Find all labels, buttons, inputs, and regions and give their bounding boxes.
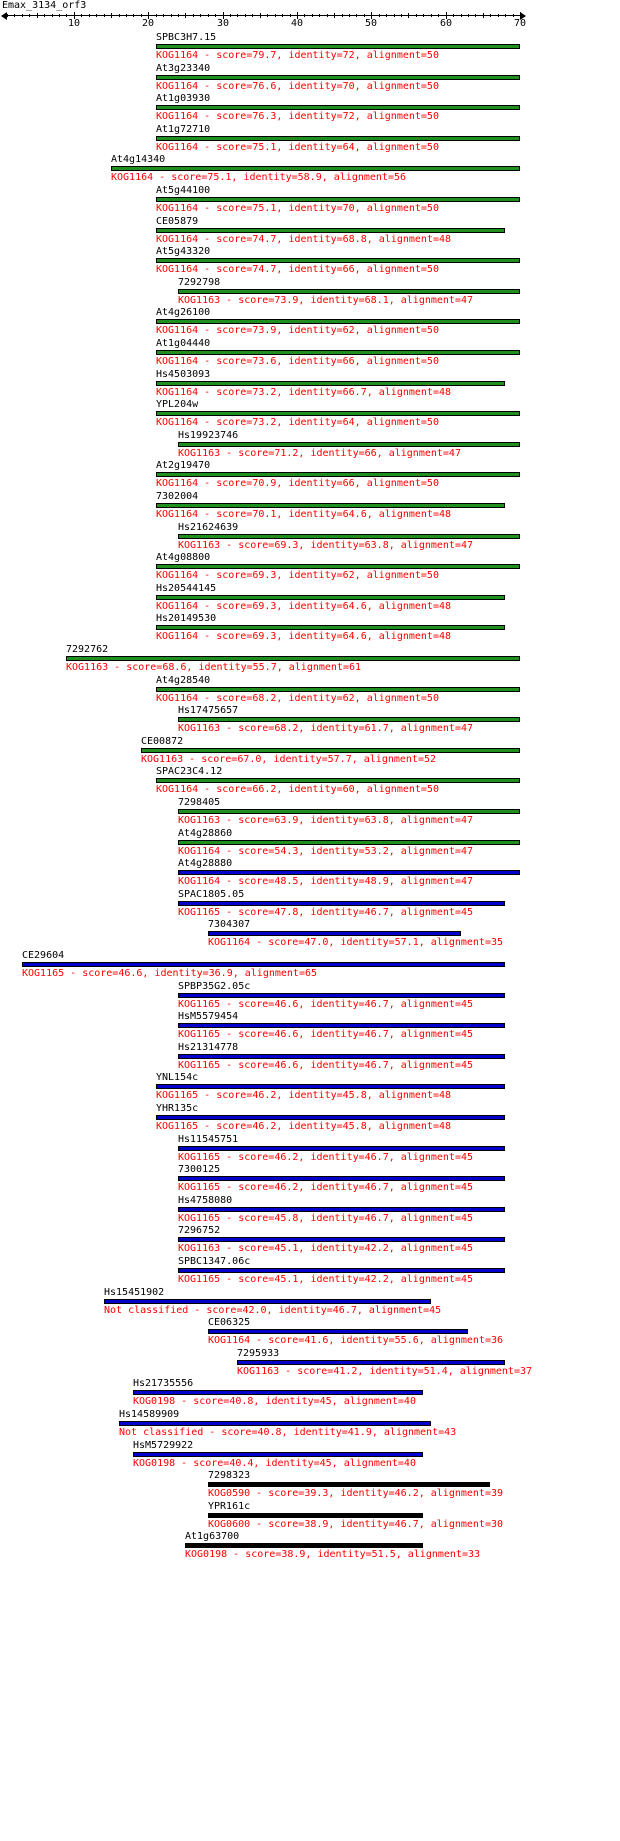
hit-name: At4g08800	[156, 552, 211, 563]
axis-tick	[401, 14, 402, 17]
hit-bar	[156, 625, 505, 630]
axis-tick	[111, 13, 112, 18]
axis-tick	[453, 14, 454, 17]
axis-tick	[438, 14, 439, 17]
axis-tick-label: 60	[439, 18, 453, 29]
hit-bar	[178, 809, 520, 814]
hit-bar	[178, 1207, 505, 1212]
hit-name: At1g72710	[156, 124, 211, 135]
hit-bar	[156, 381, 505, 386]
axis-tick	[200, 14, 201, 17]
hit-bar	[178, 1176, 505, 1181]
hit-name: At2g19470	[156, 460, 211, 471]
axis-tick	[379, 14, 380, 17]
axis-tick	[44, 14, 45, 17]
hit-bar	[111, 166, 520, 171]
axis-tick	[81, 14, 82, 17]
axis-tick	[364, 14, 365, 17]
axis-tick-label: 40	[290, 18, 304, 29]
axis-tick	[394, 14, 395, 17]
hit-description: KOG1164 - score=73.2, identity=64, alignment=50	[156, 417, 439, 428]
hit-name: At5g44100	[156, 185, 211, 196]
hit-bar	[156, 687, 520, 692]
hit-description: KOG1163 - score=71.2, identity=66, alignment=47	[178, 448, 461, 459]
hit-name: At4g26100	[156, 307, 211, 318]
hit-description: KOG1164 - score=47.0, identity=57.1, alignment=35	[208, 937, 504, 948]
hit-name: At5g43320	[156, 246, 211, 257]
axis-tick	[171, 14, 172, 17]
hit-bar	[178, 1268, 505, 1273]
hit-description: KOG1164 - score=75.1, identity=70, alignment=50	[156, 203, 439, 214]
hit-name: 7304307	[208, 919, 251, 930]
axis-tick	[215, 14, 216, 17]
hit-description: KOG1165 - score=46.2, identity=45.8, alignment=48	[156, 1090, 452, 1101]
axis-tick	[490, 14, 491, 17]
hit-name: Hs21314778	[178, 1042, 239, 1053]
hit-name: 7298405	[178, 797, 221, 808]
hit-bar	[178, 717, 520, 722]
axis-tick	[327, 14, 328, 17]
axis-tick	[408, 13, 409, 18]
hit-name: Hs21624639	[178, 522, 239, 533]
hit-bar	[156, 1084, 505, 1089]
axis-tick	[133, 14, 134, 17]
hit-bar	[66, 656, 520, 661]
hit-name: At4g28540	[156, 675, 211, 686]
axis-tick	[319, 14, 320, 17]
hit-bar	[133, 1390, 423, 1395]
axis-tick	[156, 14, 157, 17]
axis-tick	[104, 14, 105, 17]
axis-tick	[386, 14, 387, 17]
hit-description: KOG1165 - score=46.2, identity=45.8, alignment=48	[156, 1121, 452, 1132]
hit-name: Hs15451902	[104, 1287, 165, 1298]
axis-tick	[312, 14, 313, 17]
hit-description: KOG1165 - score=46.6, identity=46.7, alignment=45	[178, 999, 474, 1010]
hit-bar	[133, 1452, 423, 1457]
hit-bar	[119, 1421, 431, 1426]
axis-tick	[119, 14, 120, 17]
hit-description: KOG0590 - score=39.3, identity=46.2, alignment=39	[208, 1488, 504, 1499]
hit-description: KOG1163 - score=73.9, identity=68.1, alignment=47	[178, 295, 474, 306]
hit-bar	[156, 778, 520, 783]
hit-bar	[22, 962, 505, 967]
axis-tick	[468, 14, 469, 17]
axis-tick	[245, 14, 246, 17]
hit-name: Hs14589909	[119, 1409, 180, 1420]
hit-bar	[156, 472, 520, 477]
hit-description: KOG1164 - score=74.7, identity=66, alignment=50	[156, 264, 439, 275]
hit-name: 7292798	[178, 277, 221, 288]
axis-tick	[37, 13, 38, 18]
hit-bar	[156, 350, 520, 355]
hit-description: KOG1164 - score=69.3, identity=64.6, alignment=48	[156, 601, 452, 612]
axis-tick	[66, 14, 67, 17]
hit-description: KOG1163 - score=69.3, identity=63.8, alignment=47	[178, 540, 474, 551]
hit-name: YPR161c	[208, 1501, 251, 1512]
hit-name: 7295933	[237, 1348, 280, 1359]
hit-bar	[104, 1299, 431, 1304]
hit-bar	[178, 442, 520, 447]
hit-name: 7296752	[178, 1225, 221, 1236]
query-name: Emax_3134_orf3	[2, 0, 87, 11]
hit-description: KOG0600 - score=38.9, identity=46.7, alignment=30	[208, 1519, 504, 1530]
axis-tick	[96, 14, 97, 17]
hit-bar	[156, 197, 520, 202]
hit-description: KOG1165 - score=46.2, identity=46.7, alignment=45	[178, 1152, 474, 1163]
hit-name: 7302004	[156, 491, 199, 502]
axis-tick	[475, 14, 476, 17]
hit-bar	[178, 289, 520, 294]
hit-name: Hs17475657	[178, 705, 239, 716]
hit-name: Hs4758080	[178, 1195, 233, 1206]
axis-tick	[431, 14, 432, 17]
hit-name: Hs20149530	[156, 613, 217, 624]
hit-bar	[156, 105, 520, 110]
hit-name: CE00872	[141, 736, 184, 747]
hit-description: KOG1164 - score=70.1, identity=64.6, alignment=48	[156, 509, 452, 520]
hit-bar	[178, 901, 505, 906]
hit-bar	[156, 258, 520, 263]
hit-description: KOG1165 - score=46.6, identity=46.7, alignment=45	[178, 1029, 474, 1040]
hit-name: CE06325	[208, 1317, 251, 1328]
hit-name: SPBC1347.06c	[178, 1256, 251, 1267]
hit-bar	[237, 1360, 505, 1365]
hit-name: HsM5579454	[178, 1011, 239, 1022]
hit-description: KOG1164 - score=76.3, identity=72, alignment=50	[156, 111, 439, 122]
axis-tick	[14, 14, 15, 17]
hit-bar	[156, 503, 505, 508]
axis-tick	[416, 14, 417, 17]
axis-tick	[252, 14, 253, 17]
hit-bar	[156, 564, 520, 569]
hit-name: YNL154c	[156, 1072, 199, 1083]
axis-tick	[461, 14, 462, 17]
axis-tick	[59, 14, 60, 17]
hit-description: KOG1164 - score=73.9, identity=62, alignment=50	[156, 325, 439, 336]
axis-tick-label: 20	[141, 18, 155, 29]
axis-tick-label: 30	[216, 18, 230, 29]
hit-description: KOG1164 - score=68.2, identity=62, alignment=50	[156, 693, 439, 704]
axis-tick	[349, 14, 350, 17]
axis-tick	[141, 14, 142, 17]
hit-description: KOG1164 - score=69.3, identity=64.6, alignment=48	[156, 631, 452, 642]
axis-tick	[356, 14, 357, 17]
hit-bar	[208, 1329, 468, 1334]
hit-bar	[156, 44, 520, 49]
axis-tick	[208, 14, 209, 17]
axis-tick	[304, 14, 305, 17]
hit-name: At4g28880	[178, 858, 233, 869]
hit-bar	[156, 228, 505, 233]
hit-description: KOG1164 - score=70.9, identity=66, alignment=50	[156, 478, 439, 489]
hit-description: KOG1165 - score=45.1, identity=42.2, alignment=45	[178, 1274, 474, 1285]
hit-description: KOG0198 - score=40.8, identity=45, alignment=40	[133, 1396, 416, 1407]
axis-tick	[334, 13, 335, 18]
hit-name: At1g04440	[156, 338, 211, 349]
hit-bar	[178, 870, 520, 875]
axis-tick	[29, 14, 30, 17]
hit-name: At1g63700	[185, 1531, 240, 1542]
hit-description: KOG1164 - score=74.7, identity=68.8, alignment=48	[156, 234, 452, 245]
hit-name: 7292762	[66, 644, 109, 655]
hit-bar	[178, 993, 505, 998]
hit-description: KOG1164 - score=75.1, identity=64, alignment=50	[156, 142, 439, 153]
hit-name: SPBC3H7.15	[156, 32, 217, 43]
axis-tick	[483, 13, 484, 18]
hit-name: At3g23340	[156, 63, 211, 74]
hit-description: KOG1163 - score=63.9, identity=63.8, alignment=47	[178, 815, 474, 826]
hit-name: 7300125	[178, 1164, 221, 1175]
hit-description: KOG1164 - score=48.5, identity=48.9, alignment=47	[178, 876, 474, 887]
axis-tick	[230, 14, 231, 17]
hit-description: KOG1164 - score=73.2, identity=66.7, alignment=48	[156, 387, 452, 398]
axis-tick-label: 50	[364, 18, 378, 29]
hit-name: YPL204w	[156, 399, 199, 410]
axis-tick	[7, 14, 8, 17]
hit-bar	[156, 595, 505, 600]
axis-tick	[275, 14, 276, 17]
axis-tick	[498, 14, 499, 17]
hit-description: KOG1163 - score=41.2, identity=51.4, alignment=37	[237, 1366, 533, 1377]
axis-tick	[267, 14, 268, 17]
hit-bar	[178, 840, 520, 845]
hit-name: CE29604	[22, 950, 65, 961]
axis-tick-label: 70	[513, 18, 527, 29]
hit-bar	[178, 1054, 505, 1059]
axis-tick	[260, 13, 261, 18]
hit-name: Hs11545751	[178, 1134, 239, 1145]
hit-name: At4g28860	[178, 828, 233, 839]
axis-tick	[513, 14, 514, 17]
hit-name: 7298323	[208, 1470, 251, 1481]
axis-tick	[126, 14, 127, 17]
hit-description: KOG1164 - score=75.1, identity=58.9, alignment=56	[111, 172, 407, 183]
hit-description: KOG1165 - score=47.8, identity=46.7, alignment=45	[178, 907, 474, 918]
hit-description: KOG1163 - score=68.2, identity=61.7, alignment=47	[178, 723, 474, 734]
hit-description: KOG1164 - score=76.6, identity=70, alignment=50	[156, 81, 439, 92]
hit-description: KOG1165 - score=45.8, identity=46.7, alignment=45	[178, 1213, 474, 1224]
hit-bar	[178, 1146, 505, 1151]
hit-description: KOG1163 - score=45.1, identity=42.2, alignment=45	[178, 1243, 474, 1254]
hit-description: KOG1163 - score=68.6, identity=55.7, alignment=61	[66, 662, 362, 673]
hit-bar	[208, 1482, 490, 1487]
hit-bar	[156, 1115, 505, 1120]
hit-description: KOG1164 - score=79.7, identity=72, alignment=50	[156, 50, 439, 61]
axis-tick	[52, 14, 53, 17]
hit-description: KOG1164 - score=69.3, identity=62, alignment=50	[156, 570, 439, 581]
hit-name: At1g03930	[156, 93, 211, 104]
axis-tick	[22, 14, 23, 17]
axis-line	[7, 15, 520, 16]
hit-bar	[141, 748, 520, 753]
hit-name: SPAC23C4.12	[156, 766, 223, 777]
axis-tick	[290, 14, 291, 17]
hit-name: CE05879	[156, 216, 199, 227]
hit-description: Not classified - score=40.8, identity=41.9, alignment=43	[119, 1427, 457, 1438]
hit-description: KOG1164 - score=73.6, identity=66, alignment=50	[156, 356, 439, 367]
axis-tick	[178, 14, 179, 17]
hit-bar	[185, 1543, 423, 1548]
hit-name: YHR135c	[156, 1103, 199, 1114]
hit-bar	[156, 136, 520, 141]
hit-description: KOG1164 - score=54.3, identity=53.2, alignment=47	[178, 846, 474, 857]
axis-tick-label: 10	[67, 18, 81, 29]
hit-bar	[208, 931, 461, 936]
hit-description: KOG1164 - score=41.6, identity=55.6, alignment=36	[208, 1335, 504, 1346]
hit-name: Hs4503093	[156, 369, 211, 380]
hit-bar	[156, 319, 520, 324]
axis-tick	[282, 14, 283, 17]
axis-tick	[342, 14, 343, 17]
hit-bar	[178, 534, 520, 539]
hit-bar	[178, 1023, 505, 1028]
hit-description: Not classified - score=42.0, identity=46.7, alignment=45	[104, 1305, 442, 1316]
hit-name: Hs19923746	[178, 430, 239, 441]
hit-name: Hs21735556	[133, 1378, 194, 1389]
hit-bar	[156, 411, 520, 416]
hit-description: KOG1165 - score=46.6, identity=46.7, alignment=45	[178, 1060, 474, 1071]
hit-name: HsM5729922	[133, 1440, 194, 1451]
hit-name: SPBP35G2.05c	[178, 981, 251, 992]
axis-arrow-left	[1, 12, 7, 20]
hit-bar	[208, 1513, 423, 1518]
hit-name: Hs20544145	[156, 583, 217, 594]
hit-description: KOG0198 - score=40.4, identity=45, alignment=40	[133, 1458, 416, 1469]
axis-tick	[423, 14, 424, 17]
axis-tick	[505, 14, 506, 17]
hit-description: KOG0198 - score=38.9, identity=51.5, alignment=33	[185, 1549, 481, 1560]
hit-bar	[178, 1237, 505, 1242]
hit-description: KOG1165 - score=46.2, identity=46.7, alignment=45	[178, 1182, 474, 1193]
axis-tick	[185, 13, 186, 18]
hit-name: At4g14340	[111, 154, 166, 165]
axis-tick	[163, 14, 164, 17]
axis-tick	[237, 14, 238, 17]
hit-bar	[156, 75, 520, 80]
axis-tick	[89, 14, 90, 17]
hit-description: KOG1165 - score=46.6, identity=36.9, alignment=65	[22, 968, 318, 979]
hit-name: SPAC1805.05	[178, 889, 245, 900]
hit-description: KOG1163 - score=67.0, identity=57.7, alignment=52	[141, 754, 437, 765]
axis-tick	[193, 14, 194, 17]
hit-description: KOG1164 - score=66.2, identity=60, alignment=50	[156, 784, 439, 795]
